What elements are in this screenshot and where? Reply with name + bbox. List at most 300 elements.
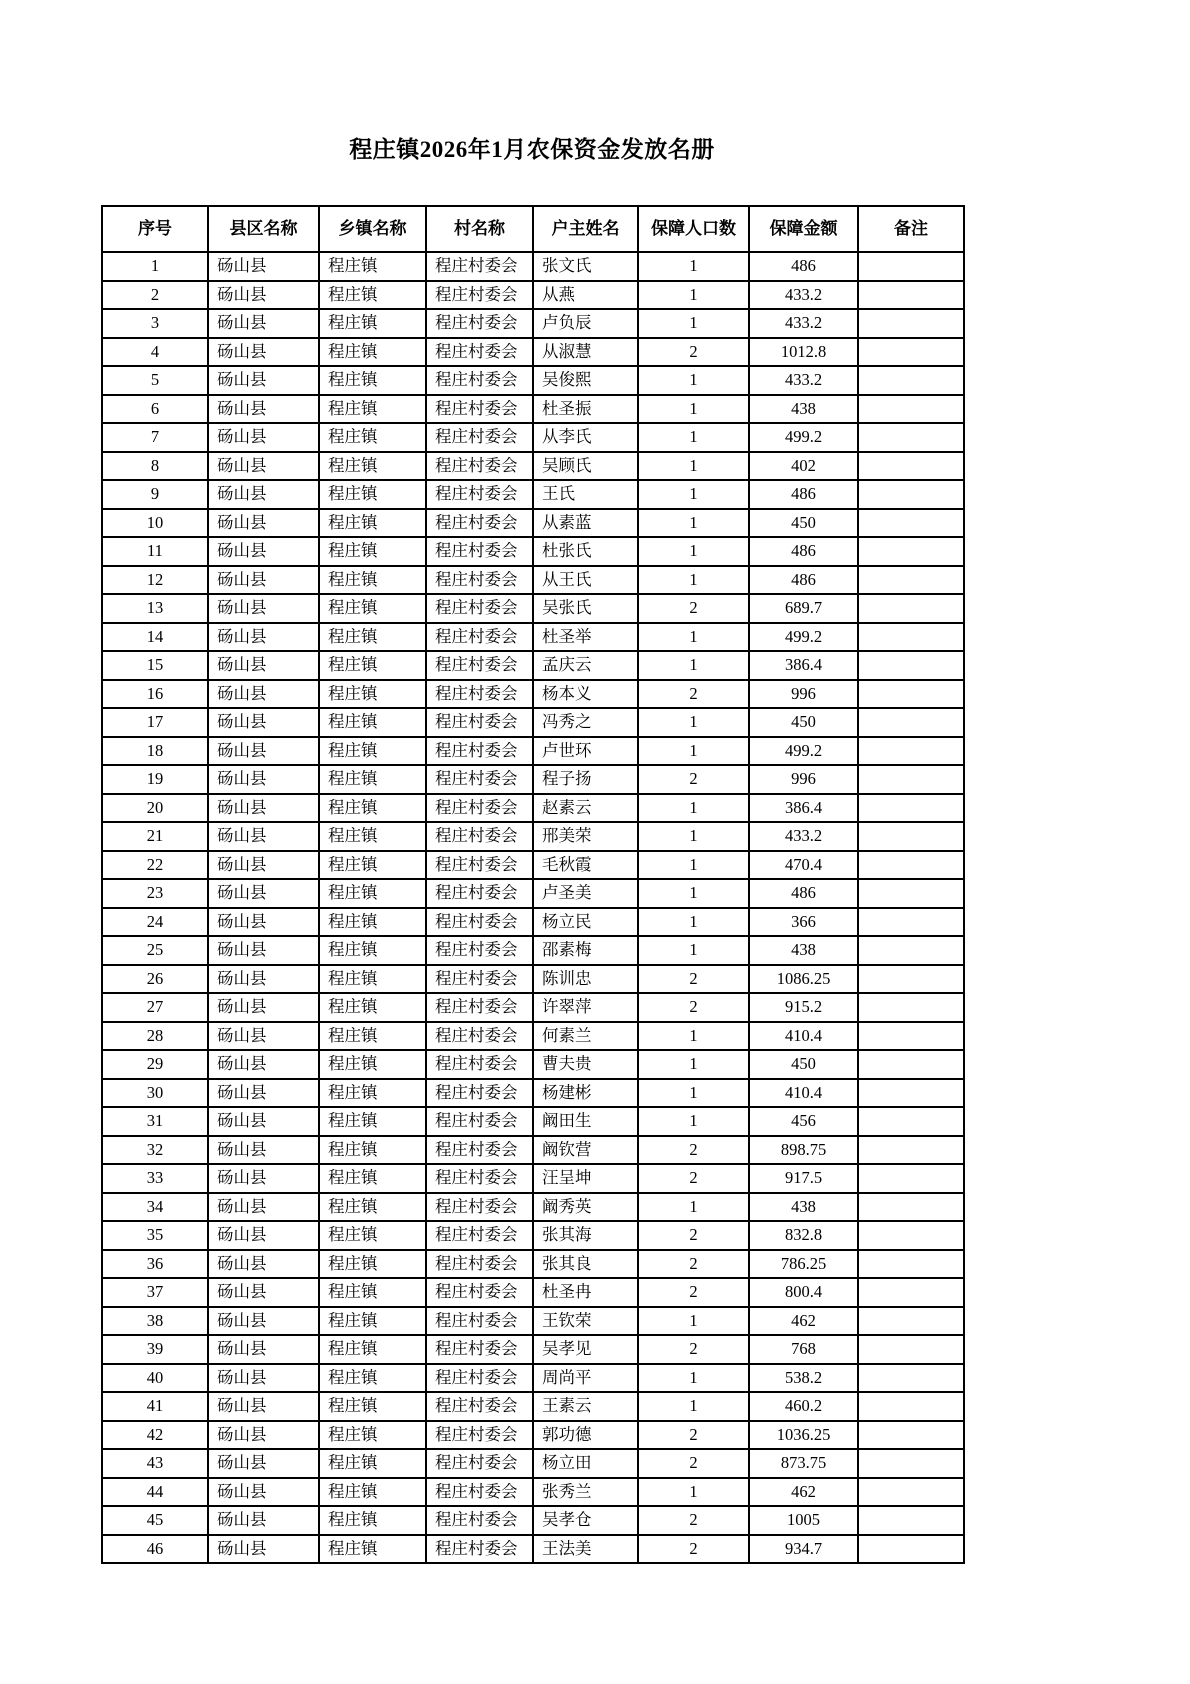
cell-town: 程庄镇 [319, 1421, 426, 1450]
cell-name: 从李氏 [533, 423, 638, 452]
cell-no: 19 [102, 765, 208, 794]
cell-town: 程庄镇 [319, 1535, 426, 1564]
cell-note [858, 1107, 964, 1136]
cell-people: 1 [638, 1022, 749, 1051]
cell-village: 程庄村委会 [426, 309, 533, 338]
cell-no: 38 [102, 1307, 208, 1336]
cell-name: 郭功德 [533, 1421, 638, 1450]
table-row [102, 737, 964, 766]
table-body [102, 252, 964, 1563]
cell-amount: 832.8 [749, 1221, 858, 1250]
cell-note [858, 1193, 964, 1222]
cell-no: 45 [102, 1506, 208, 1535]
cell-name: 程子扬 [533, 765, 638, 794]
table-row [102, 594, 964, 623]
cell-note [858, 281, 964, 310]
cell-town: 程庄镇 [319, 423, 426, 452]
cell-town: 程庄镇 [319, 1164, 426, 1193]
cell-amount: 470.4 [749, 851, 858, 880]
cell-note [858, 794, 964, 823]
table-row [102, 1392, 964, 1421]
cell-amount: 873.75 [749, 1449, 858, 1478]
cell-name: 汪呈坤 [533, 1164, 638, 1193]
cell-note [858, 1221, 964, 1250]
table-row [102, 309, 964, 338]
cell-note [858, 1250, 964, 1279]
table-row [102, 1107, 964, 1136]
table-row [102, 651, 964, 680]
cell-amount: 462 [749, 1307, 858, 1336]
table-row [102, 1079, 964, 1108]
table-row [102, 965, 964, 994]
cell-village: 程庄村委会 [426, 1535, 533, 1564]
cell-village: 程庄村委会 [426, 1364, 533, 1393]
cell-note [858, 537, 964, 566]
cell-county: 砀山县 [208, 338, 319, 367]
column-header-town: 乡镇名称 [319, 206, 426, 252]
cell-name: 何素兰 [533, 1022, 638, 1051]
table-row [102, 1449, 964, 1478]
cell-county: 砀山县 [208, 1079, 319, 1108]
table-row [102, 252, 964, 281]
cell-county: 砀山县 [208, 1449, 319, 1478]
cell-town: 程庄镇 [319, 366, 426, 395]
cell-no: 31 [102, 1107, 208, 1136]
cell-name: 吴孝见 [533, 1335, 638, 1364]
table-row [102, 480, 964, 509]
cell-town: 程庄镇 [319, 1392, 426, 1421]
cell-county: 砀山县 [208, 1335, 319, 1364]
cell-name: 陈训忠 [533, 965, 638, 994]
cell-note [858, 395, 964, 424]
cell-no: 10 [102, 509, 208, 538]
table-row [102, 1250, 964, 1279]
cell-village: 程庄村委会 [426, 680, 533, 709]
table-row [102, 366, 964, 395]
column-header-amount: 保障金额 [749, 206, 858, 252]
cell-name: 冯秀之 [533, 708, 638, 737]
cell-people: 2 [638, 338, 749, 367]
cell-town: 程庄镇 [319, 395, 426, 424]
cell-county: 砀山县 [208, 1193, 319, 1222]
cell-county: 砀山县 [208, 794, 319, 823]
cell-amount: 800.4 [749, 1278, 858, 1307]
cell-village: 程庄村委会 [426, 1307, 533, 1336]
cell-village: 程庄村委会 [426, 594, 533, 623]
cell-note [858, 623, 964, 652]
cell-town: 程庄镇 [319, 765, 426, 794]
cell-no: 2 [102, 281, 208, 310]
cell-no: 26 [102, 965, 208, 994]
cell-amount: 438 [749, 936, 858, 965]
cell-name: 杨本义 [533, 680, 638, 709]
cell-town: 程庄镇 [319, 309, 426, 338]
cell-village: 程庄村委会 [426, 1278, 533, 1307]
cell-name: 卢世环 [533, 737, 638, 766]
cell-village: 程庄村委会 [426, 1136, 533, 1165]
table-row [102, 908, 964, 937]
cell-people: 1 [638, 936, 749, 965]
cell-village: 程庄村委会 [426, 366, 533, 395]
cell-amount: 450 [749, 1050, 858, 1079]
cell-village: 程庄村委会 [426, 623, 533, 652]
cell-people: 2 [638, 1449, 749, 1478]
cell-name: 杜圣振 [533, 395, 638, 424]
cell-amount: 410.4 [749, 1022, 858, 1051]
cell-amount: 366 [749, 908, 858, 937]
cell-no: 14 [102, 623, 208, 652]
cell-no: 22 [102, 851, 208, 880]
cell-people: 1 [638, 1107, 749, 1136]
cell-amount: 768 [749, 1335, 858, 1364]
cell-county: 砀山县 [208, 765, 319, 794]
cell-county: 砀山县 [208, 566, 319, 595]
cell-town: 程庄镇 [319, 936, 426, 965]
cell-county: 砀山县 [208, 1506, 319, 1535]
cell-county: 砀山县 [208, 395, 319, 424]
cell-people: 2 [638, 1164, 749, 1193]
cell-people: 2 [638, 993, 749, 1022]
cell-people: 1 [638, 1364, 749, 1393]
table-row [102, 1164, 964, 1193]
cell-amount: 499.2 [749, 423, 858, 452]
cell-note [858, 936, 964, 965]
cell-amount: 934.7 [749, 1535, 858, 1564]
cell-no: 13 [102, 594, 208, 623]
table-row [102, 566, 964, 595]
cell-village: 程庄村委会 [426, 1449, 533, 1478]
cell-amount: 538.2 [749, 1364, 858, 1393]
cell-people: 1 [638, 1193, 749, 1222]
cell-no: 21 [102, 822, 208, 851]
cell-note [858, 1535, 964, 1564]
cell-town: 程庄镇 [319, 537, 426, 566]
cell-amount: 786.25 [749, 1250, 858, 1279]
cell-people: 1 [638, 651, 749, 680]
cell-amount: 1036.25 [749, 1421, 858, 1450]
cell-amount: 486 [749, 480, 858, 509]
cell-note [858, 1506, 964, 1535]
cell-name: 卢圣美 [533, 879, 638, 908]
cell-no: 5 [102, 366, 208, 395]
cell-no: 39 [102, 1335, 208, 1364]
cell-note [858, 1079, 964, 1108]
cell-village: 程庄村委会 [426, 1107, 533, 1136]
cell-name: 杜圣举 [533, 623, 638, 652]
cell-note [858, 680, 964, 709]
header-row [102, 206, 964, 252]
cell-county: 砀山县 [208, 936, 319, 965]
cell-village: 程庄村委会 [426, 1506, 533, 1535]
cell-people: 2 [638, 680, 749, 709]
cell-town: 程庄镇 [319, 1307, 426, 1336]
cell-name: 许翠萍 [533, 993, 638, 1022]
cell-county: 砀山县 [208, 1022, 319, 1051]
cell-name: 杜圣冉 [533, 1278, 638, 1307]
cell-town: 程庄镇 [319, 822, 426, 851]
cell-people: 1 [638, 1392, 749, 1421]
cell-town: 程庄镇 [319, 452, 426, 481]
table-row [102, 1335, 964, 1364]
table-row [102, 1421, 964, 1450]
cell-amount: 486 [749, 537, 858, 566]
page-title: 程庄镇2026年1月农保资金发放名册 [349, 137, 715, 162]
column-header-people: 保障人口数 [638, 206, 749, 252]
table-row [102, 1136, 964, 1165]
cell-name: 杜张氏 [533, 537, 638, 566]
cell-people: 1 [638, 908, 749, 937]
cell-name: 王钦荣 [533, 1307, 638, 1336]
cell-village: 程庄村委会 [426, 281, 533, 310]
cell-no: 17 [102, 708, 208, 737]
cell-village: 程庄村委会 [426, 737, 533, 766]
cell-no: 3 [102, 309, 208, 338]
cell-county: 砀山县 [208, 252, 319, 281]
cell-amount: 450 [749, 708, 858, 737]
cell-no: 42 [102, 1421, 208, 1450]
cell-name: 张文氏 [533, 252, 638, 281]
cell-name: 从淑慧 [533, 338, 638, 367]
cell-village: 程庄村委会 [426, 480, 533, 509]
cell-people: 2 [638, 1506, 749, 1535]
cell-county: 砀山县 [208, 1392, 319, 1421]
cell-note [858, 366, 964, 395]
table-row [102, 794, 964, 823]
cell-county: 砀山县 [208, 509, 319, 538]
cell-village: 程庄村委会 [426, 252, 533, 281]
cell-county: 砀山县 [208, 680, 319, 709]
cell-town: 程庄镇 [319, 1022, 426, 1051]
table-row [102, 281, 964, 310]
cell-note [858, 822, 964, 851]
cell-no: 6 [102, 395, 208, 424]
cell-village: 程庄村委会 [426, 1079, 533, 1108]
table-row [102, 993, 964, 1022]
table-row [102, 680, 964, 709]
cell-amount: 433.2 [749, 366, 858, 395]
cell-county: 砀山县 [208, 1050, 319, 1079]
cell-county: 砀山县 [208, 623, 319, 652]
cell-name: 曹夫贵 [533, 1050, 638, 1079]
table-row [102, 452, 964, 481]
cell-village: 程庄村委会 [426, 1193, 533, 1222]
cell-amount: 438 [749, 395, 858, 424]
cell-amount: 486 [749, 879, 858, 908]
cell-people: 2 [638, 765, 749, 794]
cell-no: 40 [102, 1364, 208, 1393]
cell-town: 程庄镇 [319, 1449, 426, 1478]
cell-amount: 996 [749, 765, 858, 794]
cell-county: 砀山县 [208, 594, 319, 623]
table-row [102, 509, 964, 538]
cell-village: 程庄村委会 [426, 1221, 533, 1250]
cell-no: 11 [102, 537, 208, 566]
cell-amount: 433.2 [749, 281, 858, 310]
cell-county: 砀山县 [208, 281, 319, 310]
cell-amount: 1005 [749, 1506, 858, 1535]
cell-county: 砀山县 [208, 879, 319, 908]
column-header-name: 户主姓名 [533, 206, 638, 252]
cell-no: 12 [102, 566, 208, 595]
table-row [102, 623, 964, 652]
cell-people: 2 [638, 594, 749, 623]
cell-name: 从王氏 [533, 566, 638, 595]
cell-county: 砀山县 [208, 1364, 319, 1393]
cell-village: 程庄村委会 [426, 936, 533, 965]
cell-town: 程庄镇 [319, 1364, 426, 1393]
cell-amount: 1086.25 [749, 965, 858, 994]
cell-amount: 456 [749, 1107, 858, 1136]
cell-no: 36 [102, 1250, 208, 1279]
cell-people: 1 [638, 1050, 749, 1079]
cell-name: 吴张氏 [533, 594, 638, 623]
cell-no: 9 [102, 480, 208, 509]
cell-people: 2 [638, 1535, 749, 1564]
cell-people: 1 [638, 452, 749, 481]
cell-people: 1 [638, 737, 749, 766]
cell-town: 程庄镇 [319, 1506, 426, 1535]
cell-note [858, 1022, 964, 1051]
cell-name: 从素蓝 [533, 509, 638, 538]
cell-county: 砀山县 [208, 822, 319, 851]
cell-no: 33 [102, 1164, 208, 1193]
cell-village: 程庄村委会 [426, 908, 533, 937]
cell-town: 程庄镇 [319, 1107, 426, 1136]
table-row [102, 851, 964, 880]
cell-town: 程庄镇 [319, 879, 426, 908]
cell-village: 程庄村委会 [426, 1421, 533, 1450]
cell-note [858, 509, 964, 538]
cell-people: 1 [638, 794, 749, 823]
cell-county: 砀山县 [208, 423, 319, 452]
cell-people: 1 [638, 879, 749, 908]
cell-no: 37 [102, 1278, 208, 1307]
cell-no: 43 [102, 1449, 208, 1478]
cell-county: 砀山县 [208, 1278, 319, 1307]
table-row [102, 1022, 964, 1051]
cell-county: 砀山县 [208, 993, 319, 1022]
cell-county: 砀山县 [208, 708, 319, 737]
table-row [102, 936, 964, 965]
cell-town: 程庄镇 [319, 281, 426, 310]
cell-county: 砀山县 [208, 851, 319, 880]
cell-no: 15 [102, 651, 208, 680]
cell-no: 44 [102, 1478, 208, 1507]
cell-amount: 996 [749, 680, 858, 709]
cell-amount: 402 [749, 452, 858, 481]
cell-people: 1 [638, 366, 749, 395]
cell-people: 1 [638, 822, 749, 851]
cell-note [858, 309, 964, 338]
cell-town: 程庄镇 [319, 1079, 426, 1108]
cell-no: 1 [102, 252, 208, 281]
roster-table [101, 205, 965, 1564]
cell-county: 砀山县 [208, 480, 319, 509]
cell-note [858, 1478, 964, 1507]
cell-name: 周尚平 [533, 1364, 638, 1393]
cell-no: 16 [102, 680, 208, 709]
cell-no: 28 [102, 1022, 208, 1051]
table-row [102, 708, 964, 737]
cell-town: 程庄镇 [319, 851, 426, 880]
cell-note [858, 594, 964, 623]
cell-no: 23 [102, 879, 208, 908]
cell-name: 阚秀英 [533, 1193, 638, 1222]
column-header-county: 县区名称 [208, 206, 319, 252]
cell-note [858, 566, 964, 595]
cell-town: 程庄镇 [319, 1478, 426, 1507]
cell-name: 吴俊熙 [533, 366, 638, 395]
cell-village: 程庄村委会 [426, 794, 533, 823]
cell-town: 程庄镇 [319, 794, 426, 823]
cell-people: 2 [638, 1136, 749, 1165]
cell-people: 1 [638, 309, 749, 338]
cell-amount: 898.75 [749, 1136, 858, 1165]
cell-name: 王法美 [533, 1535, 638, 1564]
cell-name: 张秀兰 [533, 1478, 638, 1507]
table-row [102, 1307, 964, 1336]
cell-town: 程庄镇 [319, 566, 426, 595]
cell-village: 程庄村委会 [426, 338, 533, 367]
cell-town: 程庄镇 [319, 1335, 426, 1364]
cell-note [858, 338, 964, 367]
cell-amount: 410.4 [749, 1079, 858, 1108]
cell-note [858, 423, 964, 452]
cell-village: 程庄村委会 [426, 537, 533, 566]
cell-people: 2 [638, 1278, 749, 1307]
cell-note [858, 1449, 964, 1478]
cell-name: 阚田生 [533, 1107, 638, 1136]
cell-people: 2 [638, 1421, 749, 1450]
table-row [102, 423, 964, 452]
cell-village: 程庄村委会 [426, 765, 533, 794]
cell-name: 阚钦营 [533, 1136, 638, 1165]
cell-town: 程庄镇 [319, 737, 426, 766]
cell-town: 程庄镇 [319, 708, 426, 737]
cell-no: 18 [102, 737, 208, 766]
cell-town: 程庄镇 [319, 338, 426, 367]
cell-village: 程庄村委会 [426, 1164, 533, 1193]
cell-amount: 1012.8 [749, 338, 858, 367]
cell-county: 砀山县 [208, 1136, 319, 1165]
cell-people: 1 [638, 708, 749, 737]
cell-name: 从燕 [533, 281, 638, 310]
cell-village: 程庄村委会 [426, 509, 533, 538]
cell-name: 杨立民 [533, 908, 638, 937]
cell-village: 程庄村委会 [426, 1050, 533, 1079]
table-row [102, 765, 964, 794]
cell-county: 砀山县 [208, 1421, 319, 1450]
table-row [102, 822, 964, 851]
table-row [102, 1193, 964, 1222]
cell-county: 砀山县 [208, 537, 319, 566]
cell-town: 程庄镇 [319, 908, 426, 937]
cell-town: 程庄镇 [319, 480, 426, 509]
cell-people: 1 [638, 566, 749, 595]
cell-no: 30 [102, 1079, 208, 1108]
cell-people: 1 [638, 281, 749, 310]
cell-county: 砀山县 [208, 1250, 319, 1279]
column-header-village: 村名称 [426, 206, 533, 252]
table-row [102, 1535, 964, 1564]
cell-people: 1 [638, 1307, 749, 1336]
cell-town: 程庄镇 [319, 965, 426, 994]
cell-people: 1 [638, 509, 749, 538]
cell-no: 46 [102, 1535, 208, 1564]
cell-amount: 386.4 [749, 651, 858, 680]
cell-amount: 689.7 [749, 594, 858, 623]
cell-town: 程庄镇 [319, 594, 426, 623]
